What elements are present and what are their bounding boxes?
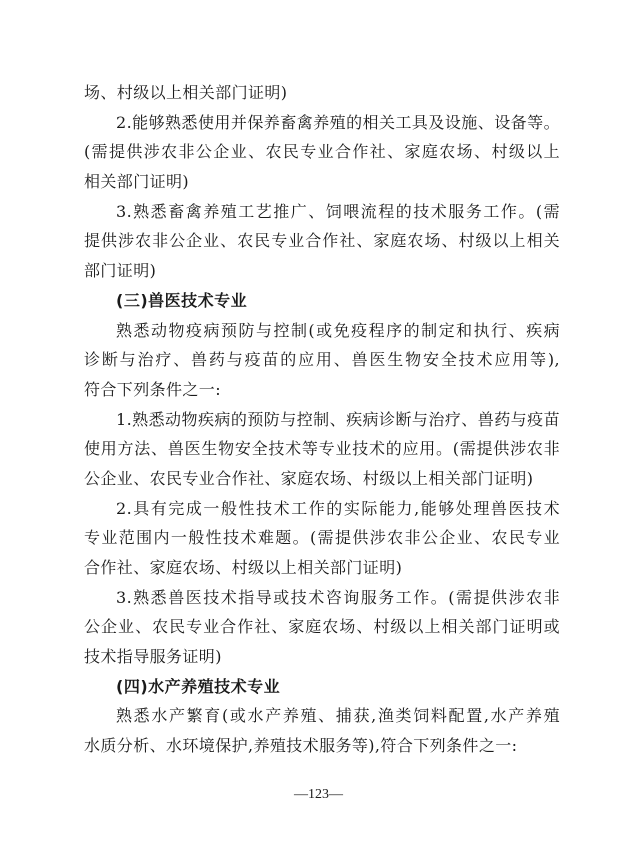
section-heading: (四)水产养殖技术专业: [116, 676, 281, 696]
text-line: 熟悉动物疫病预防与控制(或免疫程序的制定和执行、疾病: [116, 320, 560, 340]
paragraph: [84, 405, 560, 494]
text-line: 3.熟悉兽医技术指导或技术咨询服务工作。(需提供涉农非: [116, 587, 560, 607]
paragraph: [84, 197, 560, 286]
text-line: 符合下列条件之一:: [84, 379, 221, 399]
text-line: 2.能够熟悉使用并保养畜禽养殖的相关工具及设施、设备等。: [116, 112, 560, 132]
text-line: 使用方法、兽医生物安全技术等专业技术的应用。(需提供涉农非: [84, 439, 560, 459]
text-line: 场、村级以上相关部门证明): [84, 83, 288, 102]
paragraph: [84, 701, 560, 760]
text-line: 2.具有完成一般性技术工作的实际能力,能够处理兽医技术: [116, 498, 560, 518]
text-line: 诊断与治疗、兽药与疫苗的应用、兽医生物安全技术应用等),: [84, 350, 560, 370]
paragraph: [84, 108, 560, 197]
section-heading: (三)兽医技术专业: [116, 290, 248, 310]
text-line: 相关部门证明): [84, 172, 190, 192]
text-line: 提供涉农非公企业、农民专业合作社、家庭农场、村级以上相关: [84, 231, 560, 251]
paragraph: [84, 583, 560, 672]
text-line: 公企业、农民专业合作社、家庭农场、村级以上相关部门证明或: [84, 617, 560, 637]
text-line: 熟悉水产繁育(或水产养殖、捕获,渔类饲料配置,水产养殖: [116, 706, 560, 726]
text-line: 3.熟悉畜禽养殖工艺推广、饲喂流程的技术服务工作。(需: [116, 201, 560, 221]
text-line: 合作社、家庭农场、村级以上相关部门证明): [84, 558, 403, 577]
text-line: 1.熟悉动物疾病的预防与控制、疾病诊断与治疗、兽药与疫苗: [116, 409, 560, 429]
paragraph: [84, 494, 560, 583]
text-line: 技术指导服务证明): [84, 647, 222, 667]
text-line: 部门证明): [84, 261, 157, 281]
page-number: —123—: [294, 787, 343, 802]
document-body: [84, 78, 560, 761]
text-line: 专业范围内一般性技术难题。(需提供涉农非公企业、农民专业: [84, 528, 560, 548]
paragraph: [84, 316, 560, 405]
paragraph: [84, 78, 560, 108]
text-line: 水质分析、水环境保护,养殖技术服务等),符合下列条件之一:: [84, 736, 518, 756]
text-line: (需提供涉农非公企业、农民专业合作社、家庭农场、村级以上: [84, 142, 560, 162]
text-line: 公企业、农民专业合作社、家庭农场、村级以上相关部门证明): [84, 468, 534, 488]
